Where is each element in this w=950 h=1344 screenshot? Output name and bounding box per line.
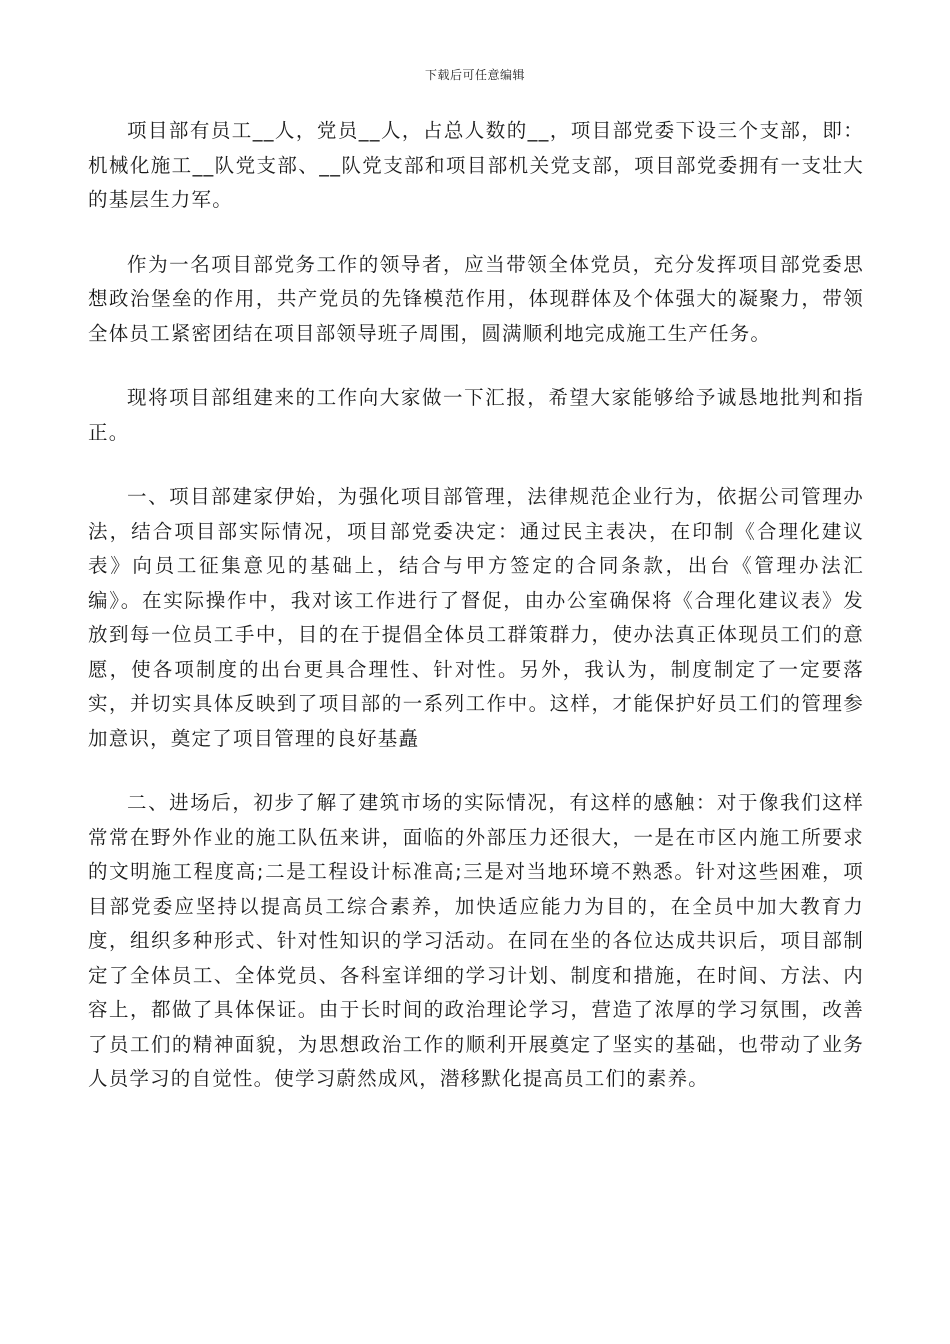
page-header: 下载后可任意编辑 [424, 68, 525, 82]
paragraph-section-two: 二、进场后，初步了解了建筑市场的实际情况，有这样的感触：对于像我们这样常常在野外作业的施工队伍来讲，面临的外部压力还很大，一是在市区内施工所要求的文明施工程度高;二是工程设计标准高;三是对当地环境不熟悉。针对这些困难，项目部党委应坚持以提高员工综合素养，加快适应能力为目的，在全员中加大教育力度，组织多种形式、针对性知识的学习活动。在同在坐的各位达成共识后，项目部制定了全体员工、全体党员、各科室详细的学习计划、制度和措施，在时间、方法、内容上，都做了具体保证。由于长时间的政治理论学习，营造了浓厚的学习氛围，改善了员工们的精神面貌，为思想政治工作的顺利开展奠定了坚实的基础，也带动了业务人员学习的自觉性。使学习蔚然成风，潜移默化提高员工们的素养。 [88, 791, 864, 1090]
paragraph-section-one: 一、项目部建家伊始，为强化项目部管理，法律规范企业行为，依据公司管理办法，结合项目部实际情况，项目部党委决定：通过民主表决，在印制《合理化建议表》向员工征集意见的基础上，结合与甲方签定的合同条款，出台《管理办法汇编》。在实际操作中，我对该工作进行了督促，由办公室确保将《合理化建议表》发放到每一位员工手中，目的在于提倡全体员工群策群力，使办法真正体现员工们的意愿，使各项制度的出台更具合理性、针对性。另外，我认为，制度制定了一定要落实，并切实具体反映到了项目部的一系列工作中。这样，才能保护好员工们的管理参加意识，奠定了项目管理的良好基矗 [88, 485, 864, 750]
paragraph-staff-overview: 项目部有员工__人，党员__人，占总人数的__，项目部党委下设三个支部，即：机械化施工__队党支部、__队党支部和项目部机关党支部，项目部党委拥有一支壮大的基层生力军。 [88, 119, 864, 211]
paragraph-report-intro: 现将项目部组建来的工作向大家做一下汇报，希望大家能够给予诚恳地批判和指正。 [88, 386, 864, 444]
document-body [88, 114, 864, 1127]
paragraph-leadership-role: 作为一名项目部党务工作的领导者，应当带领全体党员，充分发挥项目部党委思想政治堡垒的作用，共产党员的先锋模范作用，体现群体及个体强大的凝聚力，带领全体员工紧密团结在项目部领导班子周围，圆满顺利地完成施工生产任务。 [88, 252, 864, 345]
